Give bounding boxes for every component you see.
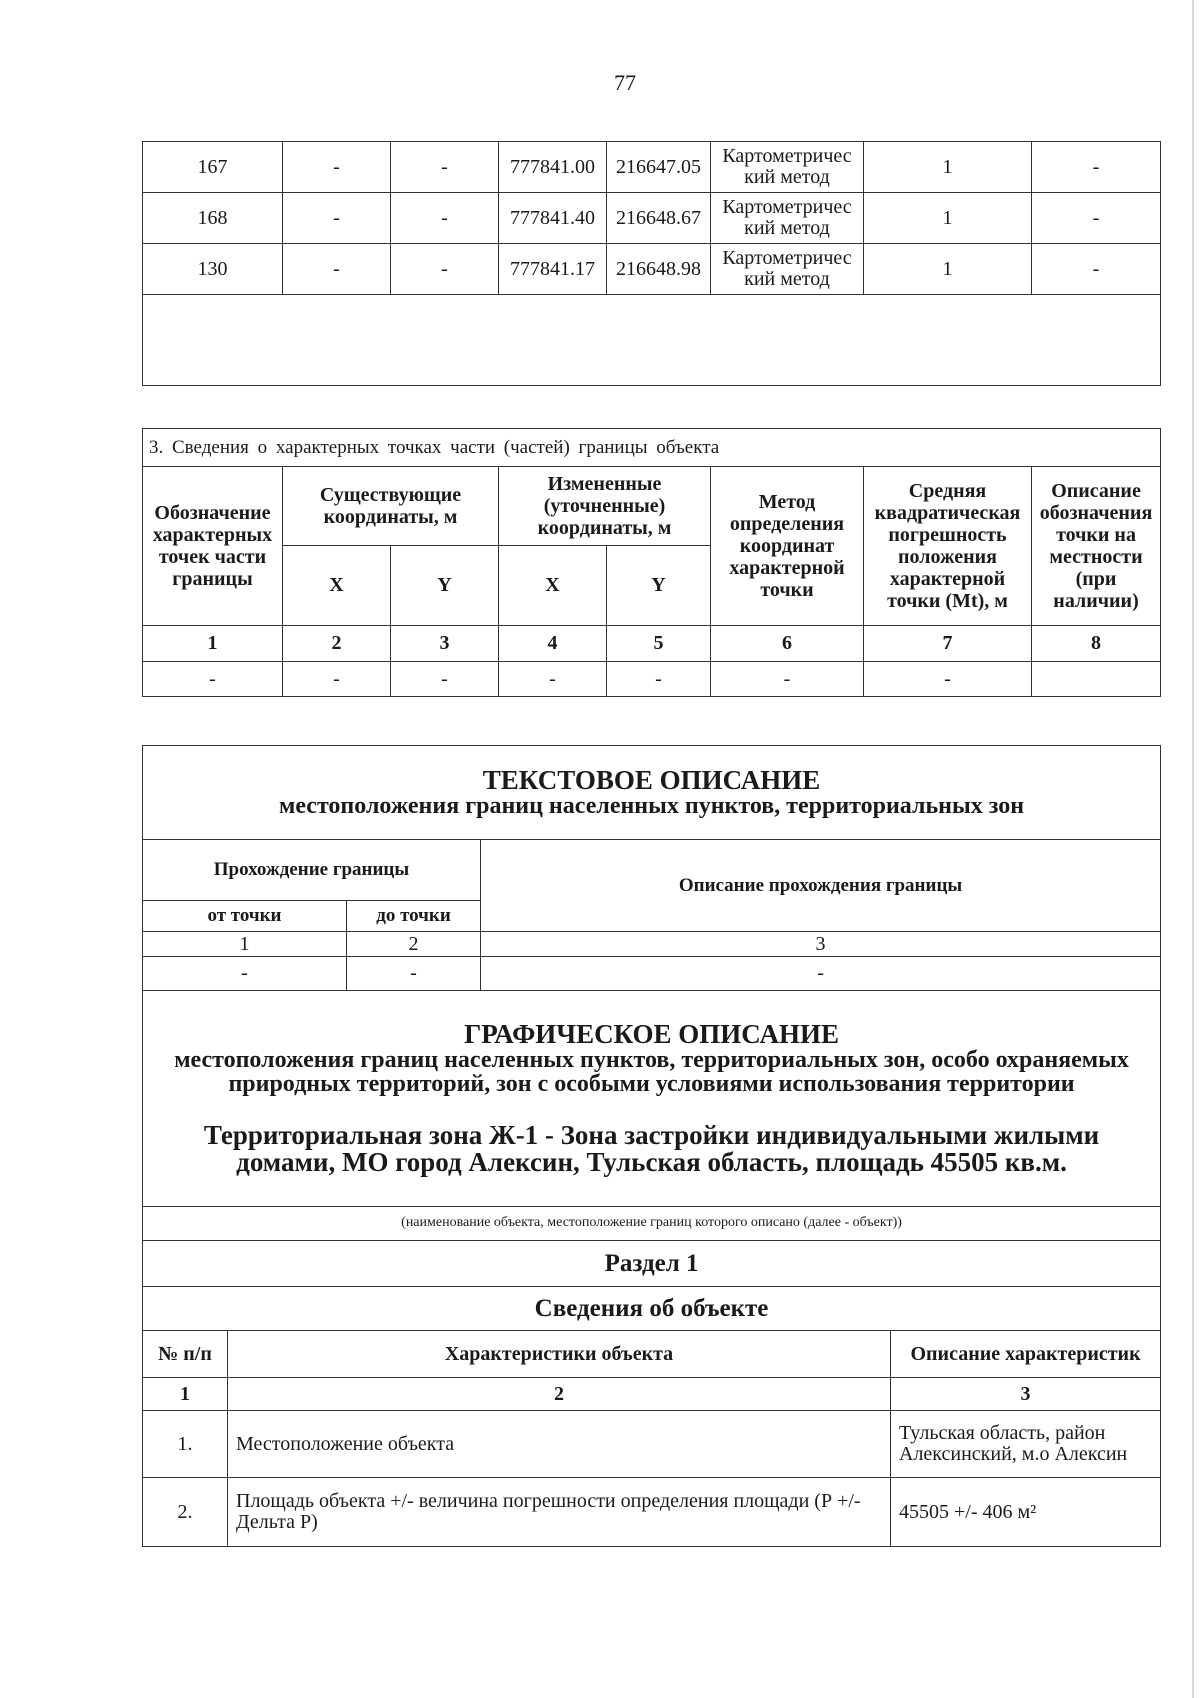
method: Картометричес кий метод — [711, 142, 864, 193]
table-row — [143, 662, 1161, 697]
object-name: Территориальная зона Ж-1 - Зона застройки индивидуальными жилыми домами, МО город Алексин, Тульская область, площадь 45505 кв.м. — [203, 1120, 1100, 1177]
error-header: Средняя квадратическая погрешность положения характерной точки (Mt), м — [864, 467, 1032, 626]
description-block — [142, 745, 1161, 1547]
error: 1 — [864, 193, 1032, 244]
characteristic-header: Характеристики объекта — [228, 1331, 891, 1378]
point-number: 130 — [143, 244, 283, 295]
point-number: 167 — [143, 142, 283, 193]
column-number: 3 — [891, 1378, 1161, 1411]
cell: - — [391, 662, 499, 697]
column-number: 5 — [607, 626, 711, 662]
changed-coords-header: Измененные (уточненные) координаты, м — [499, 467, 711, 546]
table-row — [143, 193, 1161, 244]
table-row — [143, 142, 1161, 193]
column-number: 4 — [499, 626, 607, 662]
column-numbers-row — [143, 932, 1161, 957]
existing-y: - — [391, 193, 499, 244]
changed-y: 216648.98 — [607, 244, 711, 295]
existing-x: - — [283, 142, 391, 193]
description: - — [1032, 193, 1161, 244]
section-title: Раздел 1 — [143, 1241, 1161, 1287]
description: - — [1032, 244, 1161, 295]
cell: - — [143, 957, 347, 991]
changed-y: 216647.05 — [607, 142, 711, 193]
cell: - — [607, 662, 711, 697]
cell: - — [481, 957, 1161, 991]
description-header: Описание обозначения точки на местности (при наличии) — [1032, 467, 1161, 626]
column-number: 1 — [143, 1378, 228, 1411]
column-number: 1 — [143, 626, 283, 662]
column-number: 8 — [1032, 626, 1161, 662]
y-header: Y — [391, 546, 499, 626]
cell: - — [499, 662, 607, 697]
column-number: 1 — [143, 932, 347, 957]
y-header: Y — [607, 546, 711, 626]
error: 1 — [864, 244, 1032, 295]
cell: - — [283, 662, 391, 697]
page-edge-shadow — [1192, 0, 1194, 1698]
cell: - — [143, 662, 283, 697]
description: - — [1032, 142, 1161, 193]
from-point-header: от точки — [143, 901, 347, 932]
column-number: 2 — [228, 1378, 891, 1411]
page-number: 77 — [614, 70, 636, 95]
column-number: 3 — [391, 626, 499, 662]
value-header: Описание характеристик — [891, 1331, 1161, 1378]
error: 1 — [864, 142, 1032, 193]
column-number: 2 — [283, 626, 391, 662]
row-number: 1. — [143, 1411, 228, 1478]
method-header: Метод определения координат характерной точки — [711, 467, 864, 626]
method: Картометричес кий метод — [711, 193, 864, 244]
graphic-description-title: ГРАФИЧЕСКОЕ ОПИСАНИЕ — [464, 1019, 839, 1049]
table-title-row — [143, 429, 1161, 467]
point-number: 168 — [143, 193, 283, 244]
row-number: 2. — [143, 1478, 228, 1547]
passage-header: Прохождение границы — [143, 840, 481, 901]
changed-x: 777841.00 — [499, 142, 607, 193]
section-subtitle: Сведения об объекте — [143, 1287, 1161, 1331]
column-number: 3 — [481, 932, 1161, 957]
cell — [1032, 662, 1161, 697]
existing-x: - — [283, 193, 391, 244]
column-number: 6 — [711, 626, 864, 662]
section-title: 3. Сведения о характерных точках части (частей) границы объекта — [143, 429, 1161, 467]
text-description-subtitle: местоположения границ населенных пунктов, территориальных зон — [279, 793, 1025, 820]
existing-y: - — [391, 142, 499, 193]
changed-x: 777841.40 — [499, 193, 607, 244]
table-row — [143, 957, 1161, 991]
object-caption: (наименование объекта, местоположение границ которого описано (далее - объект)) — [143, 1207, 1161, 1241]
x-header: X — [283, 546, 391, 626]
method: Картометричес кий метод — [711, 244, 864, 295]
table-row — [143, 1411, 1161, 1478]
existing-y: - — [391, 244, 499, 295]
number-header: № п/п — [143, 1331, 228, 1378]
passage-description-header: Описание прохождения границы — [481, 840, 1161, 932]
cell: - — [347, 957, 481, 991]
existing-x: - — [283, 244, 391, 295]
changed-y: 216648.67 — [607, 193, 711, 244]
column-number: 2 — [347, 932, 481, 957]
graphic-description-subtitle: местоположения границ населенных пунктов, территориальных зон, особо охраняемых природных территорий, зон с особыми условиями использования территории — [174, 1047, 1129, 1097]
column-number: 7 — [864, 626, 1032, 662]
text-description-heading — [143, 746, 1161, 840]
cell: - — [864, 662, 1032, 697]
cell: - — [711, 662, 864, 697]
column-numbers-row — [143, 1378, 1161, 1411]
characteristic-cell: Местоположение объекта — [228, 1411, 891, 1478]
coordinates-table — [142, 141, 1161, 386]
points-table — [142, 428, 1161, 697]
empty-row — [143, 295, 1161, 386]
to-point-header: до точки — [347, 901, 481, 932]
changed-x: 777841.17 — [499, 244, 607, 295]
graphic-description-heading — [143, 991, 1161, 1207]
x-header: X — [499, 546, 607, 626]
table-row — [143, 244, 1161, 295]
designation-header: Обозначение характерных точек части границы — [143, 467, 283, 626]
characteristic-cell: Площадь объекта +/- величина погрешности определения площади (Р +/- Дельта Р) — [228, 1478, 891, 1547]
existing-coords-header: Существующие координаты, м — [283, 467, 499, 546]
value-cell: 45505 +/- 406 м² — [891, 1478, 1161, 1547]
table-row — [143, 1478, 1161, 1547]
column-numbers-row — [143, 626, 1161, 662]
text-description-title: ТЕКСТОВОЕ ОПИСАНИЕ — [482, 764, 821, 795]
empty-cell — [143, 295, 1161, 386]
value-cell: Тульская область, район Алексинский, м.о Алексин — [891, 1411, 1161, 1478]
